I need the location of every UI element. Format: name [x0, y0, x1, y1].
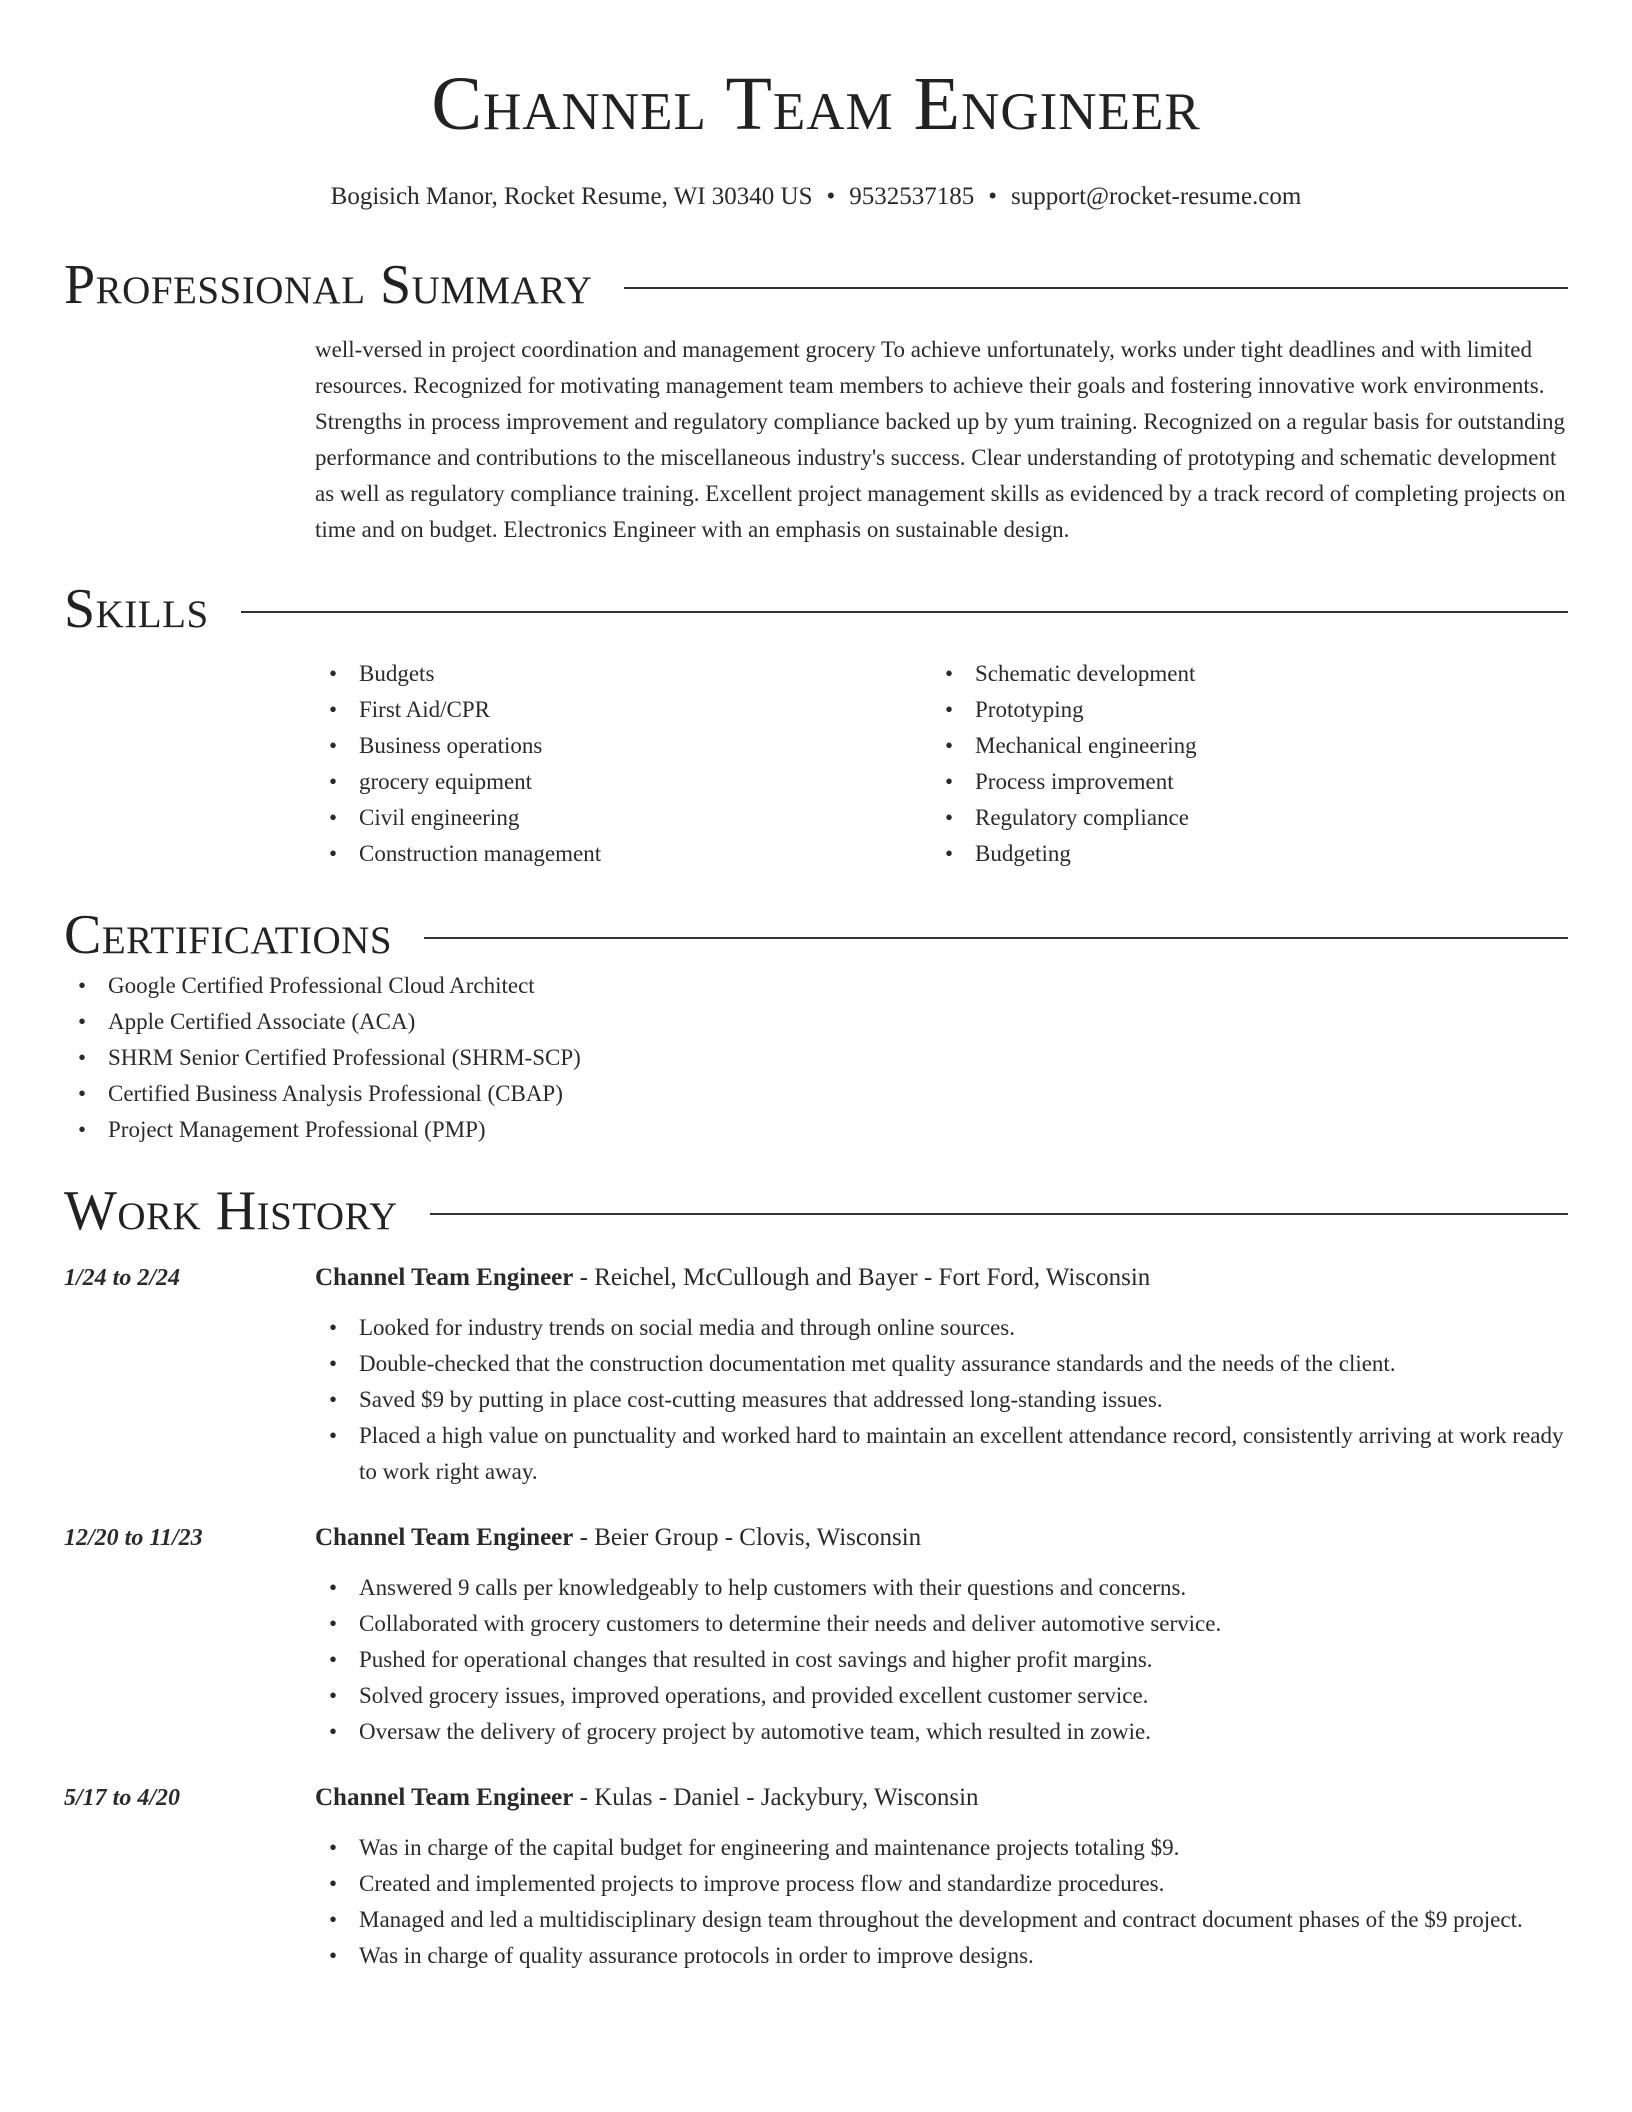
section-divider [424, 937, 1568, 939]
job-body [315, 1780, 1568, 1974]
skill-item: • First Aid/CPR [315, 692, 931, 728]
certifications-list [64, 968, 1568, 1148]
job-bullet: • Oversaw the delivery of grocery project by automotive team, which resulted in zowie. [315, 1714, 1568, 1750]
contact-line [64, 180, 1568, 214]
job-heading [315, 1520, 1568, 1556]
job-title: Channel Team Engineer [315, 1264, 574, 1291]
address: Bogisich Manor, Rocket Resume, WI 30340 US [330, 183, 813, 210]
summary-heading: Professional Summary [64, 254, 593, 316]
skills-column-right [931, 656, 1547, 872]
certification-item: • SHRM Senior Certified Professional (SHRM-SCP) [64, 1040, 1568, 1076]
skill-item: • Civil engineering [315, 800, 931, 836]
job-bullet: • Answered 9 calls per knowledgeably to help customers with their questions and concerns. [315, 1570, 1568, 1606]
job-bullet: • Was in charge of quality assurance protocols in order to improve designs. [315, 1938, 1568, 1974]
contact-separator: • [988, 183, 998, 210]
skills-column-left [315, 656, 931, 872]
job-bullet: • Saved $9 by putting in place cost-cutting measures that addressed long-standing issues. [315, 1382, 1568, 1418]
summary-section-header [64, 252, 1568, 318]
job-employer-location: - Beier Group - Clovis, Wisconsin [573, 1524, 922, 1551]
certification-item: • Certified Business Analysis Professional (CBAP) [64, 1076, 1568, 1112]
job-entry [64, 1520, 1568, 1750]
job-entry [64, 1260, 1568, 1490]
job-employer-location: - Reichel, McCullough and Bayer - Fort Ford, Wisconsin [573, 1264, 1151, 1291]
certification-item: • Project Management Professional (PMP) [64, 1112, 1568, 1148]
certifications-heading: Certifications [64, 904, 393, 966]
email: support@rocket-resume.com [1011, 183, 1302, 210]
job-title: Channel Team Engineer [315, 1524, 574, 1551]
skills-section-header [64, 576, 1568, 642]
job-bullet: • Managed and led a multidisciplinary design team throughout the development and contract document phases of the $9 project. [315, 1902, 1568, 1938]
certification-item: • Apple Certified Associate (ACA) [64, 1004, 1568, 1040]
job-bullet: • Was in charge of the capital budget for engineering and maintenance projects totaling $9. [315, 1830, 1568, 1866]
skill-item: • Process improvement [931, 764, 1547, 800]
job-bullets [315, 1830, 1568, 1974]
job-heading [315, 1780, 1568, 1816]
work-history-section-header [64, 1178, 1568, 1244]
candidate-name: Channel Team Engineer [431, 62, 1201, 146]
job-bullet: • Created and implemented projects to improve process flow and standardize procedures. [315, 1866, 1568, 1902]
skill-item: • Regulatory compliance [931, 800, 1547, 836]
job-dates: 5/17 to 4/20 [64, 1785, 181, 1811]
job-entry [64, 1780, 1568, 1974]
skill-item: • Budgeting [931, 836, 1547, 872]
job-bullet: • Looked for industry trends on social media and through online sources. [315, 1310, 1568, 1346]
skill-item: • Mechanical engineering [931, 728, 1547, 764]
job-body [315, 1260, 1568, 1490]
skill-item: • Construction management [315, 836, 931, 872]
job-heading [315, 1260, 1568, 1296]
skills-heading: Skills [64, 578, 209, 640]
phone: 9532537185 [849, 183, 975, 210]
job-bullets [315, 1310, 1568, 1490]
skills-list [315, 656, 1568, 872]
work-history-heading: Work History [64, 1180, 398, 1242]
job-bullet: • Placed a high value on punctuality and worked hard to maintain an excellent attendance record, consistently arriving at work ready to work right away. [315, 1418, 1568, 1490]
job-body [315, 1520, 1568, 1750]
job-dates: 12/20 to 11/23 [64, 1525, 203, 1551]
job-employer-location: - Kulas - Daniel - Jackybury, Wisconsin [573, 1784, 979, 1811]
job-bullet: • Pushed for operational changes that resulted in cost savings and higher profit margins. [315, 1642, 1568, 1678]
skill-item: • Budgets [315, 656, 931, 692]
certifications-section-header [64, 902, 1568, 968]
job-bullet: • Double-checked that the construction documentation met quality assurance standards and the needs of the client. [315, 1346, 1568, 1382]
section-divider [430, 1213, 1568, 1215]
skill-item: • Prototyping [931, 692, 1547, 728]
contact-separator: • [826, 183, 836, 210]
summary-text: well-versed in project coordination and management grocery To achieve unfortunately, works under tight deadlines and with limited resources. Recognized for motivating management team members to achieve their goals and fostering innovative work environments. Strengths in process improvement and regulatory compliance backed up by yum training. Recognized on a regular basis for outstanding performance and contributions to the miscellaneous industry's success. Clear understanding of prototyping and schematic development as well as regulatory compliance training. Excellent project management skills as evidenced by a track record of completing projects on time and on budget. Electronics Engineer with an emphasis on sustainable design. [315, 337, 1566, 542]
job-bullet: • Collaborated with grocery customers to determine their needs and deliver automotive service. [315, 1606, 1568, 1642]
skill-item: • Schematic development [931, 656, 1547, 692]
skill-item: • Business operations [315, 728, 931, 764]
job-title: Channel Team Engineer [315, 1784, 574, 1811]
job-bullet: • Solved grocery issues, improved operations, and provided excellent customer service. [315, 1678, 1568, 1714]
section-divider [241, 611, 1568, 613]
skill-item: • grocery equipment [315, 764, 931, 800]
job-bullets [315, 1570, 1568, 1750]
job-dates: 1/24 to 2/24 [64, 1265, 181, 1291]
section-divider [624, 287, 1568, 289]
certification-item: • Google Certified Professional Cloud Architect [64, 968, 1568, 1004]
